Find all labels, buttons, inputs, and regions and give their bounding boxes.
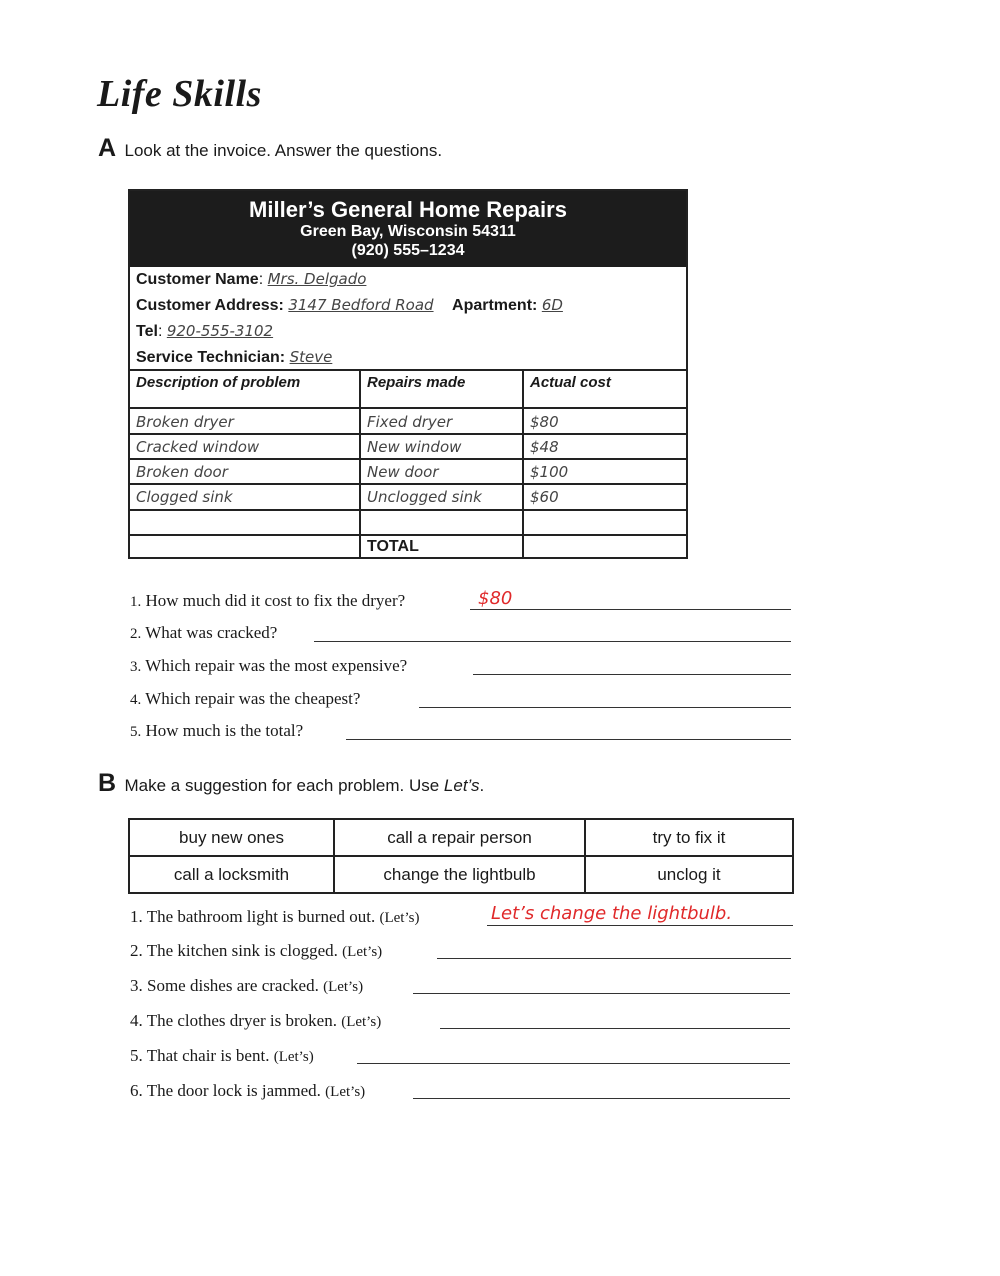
- customer-address-label: Customer Address:: [136, 297, 284, 314]
- table-top-border: [130, 369, 686, 371]
- column-header: Repairs made: [367, 374, 466, 391]
- section-b-instruction: Make a suggestion for each problem. Use Let’s.: [124, 776, 485, 795]
- customer-address-line: [136, 296, 563, 315]
- question-a-1: 1. How much did it cost to fix the dryer?: [130, 591, 406, 610]
- answer-line[interactable]: [473, 674, 791, 675]
- question-b-4: 4. The clothes dryer is broken. (Let’s): [130, 1011, 382, 1030]
- question-a-2: 2. What was cracked?: [130, 623, 278, 642]
- word-bank-item: buy new ones: [179, 828, 284, 847]
- table-cell: New door: [367, 463, 439, 481]
- customer-name-label: Customer Name: [136, 271, 259, 288]
- table-cell: New window: [367, 438, 462, 456]
- word-bank: [128, 818, 794, 894]
- answer-line[interactable]: [357, 1063, 790, 1064]
- table-cell: Broken dryer: [136, 413, 234, 431]
- invoice-header: [130, 191, 686, 267]
- word-bank-item: change the lightbulb: [383, 865, 536, 884]
- section-a-letter: A: [98, 134, 117, 162]
- customer-name-value: Mrs. Delgado: [267, 270, 367, 288]
- tel-label: Tel: [136, 323, 158, 340]
- technician-value: Steve: [289, 348, 333, 366]
- table-cell: Clogged sink: [136, 488, 233, 506]
- row-divider: [130, 534, 686, 536]
- row-divider: [130, 458, 686, 460]
- word-bank-item: call a repair person: [387, 828, 532, 847]
- question-a-4: 4. Which repair was the cheapest?: [130, 689, 361, 708]
- question-b-6: 6. The door lock is jammed. (Let’s): [130, 1081, 366, 1100]
- table-header-border: [130, 407, 686, 409]
- section-b-letter: B: [98, 769, 117, 797]
- technician-line: [136, 348, 332, 367]
- answer-line[interactable]: [413, 993, 790, 994]
- question-a-5: 5. How much is the total?: [130, 721, 304, 740]
- apartment-label: Apartment:: [452, 297, 538, 314]
- table-cell: $60: [530, 488, 559, 506]
- col-divider: [359, 369, 361, 559]
- answer-line[interactable]: [440, 1028, 790, 1029]
- table-cell: $48: [530, 438, 559, 456]
- customer-name-line: Customer Name: Mrs. Delgado: [136, 270, 367, 288]
- question-b-1: 1. The bathroom light is burned out. (Let’s): [130, 907, 420, 926]
- technician-label: Service Technician:: [136, 349, 286, 366]
- answer-line[interactable]: [419, 707, 791, 708]
- answer-line[interactable]: [437, 958, 791, 959]
- table-cell: $100: [530, 463, 569, 481]
- table-cell: Fixed dryer: [367, 413, 453, 431]
- invoice-company: Miller’s General Home Repairs: [249, 197, 567, 222]
- invoice-phone: (920) 555–1234: [351, 242, 465, 259]
- tel-value: 920-555-3102: [166, 322, 274, 340]
- question-b-5: 5. That chair is bent. (Let’s): [130, 1046, 314, 1065]
- invoice: [128, 189, 688, 559]
- table-cell: Broken door: [136, 463, 228, 481]
- customer-address-value: 3147 Bedford Road: [288, 296, 434, 314]
- question-a-3: 3. Which repair was the most expensive?: [130, 656, 408, 675]
- tel-line: Tel: 920-555-3102: [136, 322, 274, 340]
- table-cell: Cracked window: [136, 438, 260, 456]
- answer-line[interactable]: [487, 925, 793, 926]
- column-header: Description of problem: [136, 374, 301, 391]
- table-cell: $80: [530, 413, 559, 431]
- word-bank-item: unclog it: [657, 865, 721, 884]
- column-header: Actual cost: [530, 374, 611, 391]
- section-b-header: [98, 769, 484, 798]
- answer-b-1: Let’s change the lightbulb.: [491, 903, 733, 924]
- row-divider: [130, 433, 686, 435]
- answer-a-1: $80: [478, 588, 513, 609]
- word-bank-item: try to fix it: [652, 828, 726, 847]
- word-bank-item: call a locksmith: [173, 865, 290, 884]
- answer-line[interactable]: [413, 1098, 790, 1099]
- invoice-city: Green Bay, Wisconsin 54311: [300, 223, 516, 240]
- table-cell: Unclogged sink: [367, 488, 482, 506]
- answer-line[interactable]: [470, 609, 791, 610]
- question-b-3: 3. Some dishes are cracked. (Let’s): [130, 976, 364, 995]
- total-label: TOTAL: [367, 538, 419, 555]
- col-divider: [522, 369, 524, 559]
- apartment-value: 6D: [541, 296, 563, 314]
- question-b-2: 2. The kitchen sink is clogged. (Let’s): [130, 941, 383, 960]
- section-a-instruction: Look at the invoice. Answer the questions.: [124, 141, 443, 160]
- answer-line[interactable]: [314, 641, 791, 642]
- section-a-header: [98, 134, 442, 163]
- row-divider: [130, 483, 686, 485]
- page-title: Life Skills: [97, 73, 262, 115]
- answer-line[interactable]: [346, 739, 791, 740]
- row-divider: [130, 509, 686, 511]
